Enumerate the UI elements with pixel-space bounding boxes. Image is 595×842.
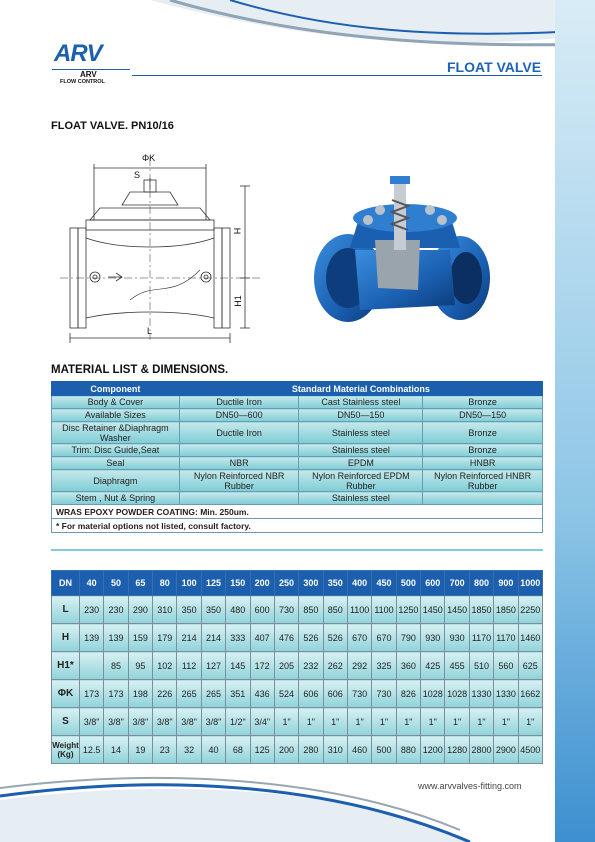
dimension-cell: 226 [153,680,177,708]
dimension-cell: 1" [469,708,493,736]
dimension-cell: 1" [494,708,518,736]
material-cell: Available Sizes [52,409,180,422]
material-row [52,492,543,505]
dimension-cell: 68 [226,736,250,764]
dimension-cell: 14 [104,736,128,764]
dimension-cell: 159 [128,624,152,652]
material-cell: Trim: Disc Guide,Seat [52,444,180,457]
dimension-cell: 3/8" [177,708,201,736]
dimension-header-size: 900 [494,571,518,596]
material-row [52,457,543,470]
dimension-cell: 265 [201,680,225,708]
dimension-header-size: 150 [226,571,250,596]
dimension-row [52,680,543,708]
dimension-cell: 333 [226,624,250,652]
coating-note: WRAS EPOXY POWDER COATING: Min. 250um. [52,505,543,519]
dimension-cell: 1" [274,708,298,736]
dimension-cell: 1" [372,708,396,736]
label-s: S [134,170,141,180]
dimension-cell: 1330 [494,680,518,708]
material-cell: Seal [52,457,180,470]
material-cell [179,492,299,505]
dimension-header-size: 65 [128,571,152,596]
material-cell: Disc Retainer &Diaphragm Washer [52,422,180,444]
dimension-cell: 351 [226,680,250,708]
dimension-cell: 460 [347,736,371,764]
dimension-cell: 350 [201,596,225,624]
dimension-cell: 205 [274,652,298,680]
dimension-cell: 606 [299,680,323,708]
dimension-cell: 850 [323,596,347,624]
dimension-header-size: 500 [396,571,420,596]
dimension-cell: 500 [372,736,396,764]
material-note-row [52,519,543,533]
label-h: H [232,227,243,235]
dimension-cell: 1028 [421,680,445,708]
dimension-cell: 606 [323,680,347,708]
dimension-cell: 1450 [421,596,445,624]
dimension-table [51,570,543,764]
options-note: * For material options not listed, consult factory. [52,519,543,533]
dimension-header-size: 600 [421,571,445,596]
dimension-cell: 425 [421,652,445,680]
dimension-cell: 1" [347,708,371,736]
dimension-cell: 23 [153,736,177,764]
dimension-cell: 2250 [518,596,542,624]
material-row [52,409,543,422]
dimension-cell: 102 [153,652,177,680]
dimension-cell: 1" [445,708,469,736]
dimension-header-size: 125 [201,571,225,596]
dimension-cell: 560 [494,652,518,680]
dimension-cell: 32 [177,736,201,764]
dimension-cell: 3/8" [201,708,225,736]
material-cell: Stem , Nut & Spring [52,492,180,505]
material-cell: DN50—150 [299,409,423,422]
material-cell: Diaphragm [52,470,180,492]
logo [52,40,132,88]
material-cell: Cast Stainless steel [299,396,423,409]
dimension-cell: 214 [201,624,225,652]
dimension-cell: 407 [250,624,274,652]
dimension-cell: 730 [274,596,298,624]
dimension-cell: 2900 [494,736,518,764]
title-rule [132,75,542,76]
dimension-cell: 232 [299,652,323,680]
dimension-row [52,596,543,624]
dimension-cell: 670 [372,624,396,652]
dimension-cell: 40 [201,736,225,764]
dimension-cell: 1330 [469,680,493,708]
dimension-row [52,708,543,736]
dimension-cell: 1" [323,708,347,736]
dimension-cell: 1250 [396,596,420,624]
dimension-cell: 198 [128,680,152,708]
dimension-cell: 480 [226,596,250,624]
dimension-row-label: H [52,624,80,652]
dimension-row-label: Weight (Kg) [52,736,80,764]
material-cell: EPDM [299,457,423,470]
label-l: L [147,326,153,336]
dimension-cell: 3/8" [79,708,103,736]
dimension-cell: 1200 [421,736,445,764]
dimension-cell: 930 [445,624,469,652]
dimension-row [52,652,543,680]
dimension-cell: 325 [372,652,396,680]
dimension-cell: 930 [421,624,445,652]
dimension-cell: 2800 [469,736,493,764]
dimension-cell: 145 [226,652,250,680]
dimension-row-label: S [52,708,80,736]
material-cell: Bronze [423,396,543,409]
dimension-cell: 1" [421,708,445,736]
dimension-row-label: H1* [52,652,80,680]
dimension-cell: 1170 [469,624,493,652]
material-cell: DN50—600 [179,409,299,422]
dimension-cell: 139 [79,624,103,652]
material-cell: NBR [179,457,299,470]
dimension-cell: 1280 [445,736,469,764]
dimension-cell: 1" [396,708,420,736]
dimension-cell: 262 [323,652,347,680]
material-cell: Stainless steel [299,422,423,444]
dimension-cell: 173 [104,680,128,708]
dimension-header-size: 40 [79,571,103,596]
dimension-cell: 360 [396,652,420,680]
dimension-header-size: 400 [347,571,371,596]
dimension-cell: 350 [177,596,201,624]
dimension-cell: 1450 [445,596,469,624]
dimension-header-size: 300 [299,571,323,596]
dimension-cell: 850 [299,596,323,624]
side-gradient-bar [555,0,595,842]
dimension-cell: 200 [274,736,298,764]
dimension-cell: 172 [250,652,274,680]
dimension-cell: 3/4" [250,708,274,736]
dimension-cell: 310 [153,596,177,624]
dimension-cell: 1/2" [226,708,250,736]
dimension-cell: 1460 [518,624,542,652]
dimension-cell: 524 [274,680,298,708]
dimension-header-size: 200 [250,571,274,596]
dimension-header-size: 250 [274,571,298,596]
dimension-cell: 230 [104,596,128,624]
dimension-cell: 1" [518,708,542,736]
dimension-cell: 230 [79,596,103,624]
material-cell: Nylon Reinforced NBR Rubber [179,470,299,492]
dimension-cell: 1028 [445,680,469,708]
dimension-cell: 1170 [494,624,518,652]
dimension-header-size: 350 [323,571,347,596]
material-row [52,444,543,457]
material-header-combinations: Standard Material Combinations [179,382,542,396]
logo-mark: ARV [54,40,102,67]
dimension-cell: 730 [347,680,371,708]
dimension-cell: 85 [104,652,128,680]
brand-subtitle: FLOW CONTROL [60,79,105,85]
dimension-cell: 600 [250,596,274,624]
dimension-cell: 95 [128,652,152,680]
brand-name: ARV [80,70,97,79]
dimension-cell: 3/8" [153,708,177,736]
material-header-row [52,382,543,396]
material-cell: Bronze [423,422,543,444]
material-cell: Stainless steel [299,492,423,505]
dimension-cell: 214 [177,624,201,652]
dimension-cell: 1100 [372,596,396,624]
dimension-cell: 310 [323,736,347,764]
dimension-row-label: ΦK [52,680,80,708]
dimension-cell: 510 [469,652,493,680]
dimension-cell: 265 [177,680,201,708]
material-row [52,396,543,409]
material-cell: Body & Cover [52,396,180,409]
material-header-component: Component [52,382,180,396]
dimension-cell: 3/8" [128,708,152,736]
dimension-cell: 476 [274,624,298,652]
label-h1: H1 [232,295,243,307]
dimension-cell: 112 [177,652,201,680]
material-table [51,381,543,533]
material-cell: Ductile Iron [179,396,299,409]
dimension-header-size: 1000 [518,571,542,596]
dimension-cell: 3/8" [104,708,128,736]
dimension-header-size: 100 [177,571,201,596]
dimension-cell: 526 [323,624,347,652]
dimension-cell: 625 [518,652,542,680]
dimension-cell: 455 [445,652,469,680]
dimension-cell: 290 [128,596,152,624]
material-cell: Nylon Reinforced HNBR Rubber [423,470,543,492]
dimension-cell: 436 [250,680,274,708]
dimension-cell: 139 [104,624,128,652]
material-cell [179,444,299,457]
dimension-cell [79,652,103,680]
dimension-cell: 880 [396,736,420,764]
footer-swoosh [0,760,595,842]
material-row [52,422,543,444]
material-cell: Stainless steel [299,444,423,457]
dimension-cell: 730 [372,680,396,708]
dimension-row [52,624,543,652]
material-section-title: MATERIAL LIST & DIMENSIONS. [51,364,229,376]
material-row [52,470,543,492]
dimension-cell: 1100 [347,596,371,624]
material-note-row [52,505,543,519]
dimension-cell: 127 [201,652,225,680]
dimension-cell: 826 [396,680,420,708]
material-cell: Ductile Iron [179,422,299,444]
label-phi-k: ΦK [142,153,156,163]
dimension-header-size: 80 [153,571,177,596]
dimension-cell: 19 [128,736,152,764]
dimension-header-size: 50 [104,571,128,596]
material-cell: HNBR [423,457,543,470]
document-title: FLOAT VALVE [447,59,542,75]
section-divider [51,549,543,551]
dimension-cell: 670 [347,624,371,652]
dimension-cell: 292 [347,652,371,680]
material-cell: Bronze [423,444,543,457]
material-cell [423,492,543,505]
dimension-cell: 1850 [494,596,518,624]
dimension-cell: 125 [250,736,274,764]
dimension-header-size: 700 [445,571,469,596]
footer-url: www.arvvalves-fitting.com [418,781,522,791]
dimension-header-dn: DN [52,571,80,596]
dimension-cell: 1" [299,708,323,736]
dimension-cell: 12.5 [79,736,103,764]
dimension-cell: 179 [153,624,177,652]
dimension-header-size: 450 [372,571,396,596]
dimension-cell: 173 [79,680,103,708]
dimension-cell: 526 [299,624,323,652]
dimension-cell: 1662 [518,680,542,708]
valve-photo [300,170,500,340]
dimension-header-row [52,571,543,596]
product-title: FLOAT VALVE. PN10/16 [51,120,174,132]
dimension-header-size: 800 [469,571,493,596]
material-cell: Nylon Reinforced EPDM Rubber [299,470,423,492]
material-cell: DN50—150 [423,409,543,422]
dimension-cell: 790 [396,624,420,652]
dimension-cell: 1850 [469,596,493,624]
dimension-row-label: L [52,596,80,624]
dimension-cell: 4500 [518,736,542,764]
dimension-drawing [60,150,265,345]
dimension-cell: 280 [299,736,323,764]
